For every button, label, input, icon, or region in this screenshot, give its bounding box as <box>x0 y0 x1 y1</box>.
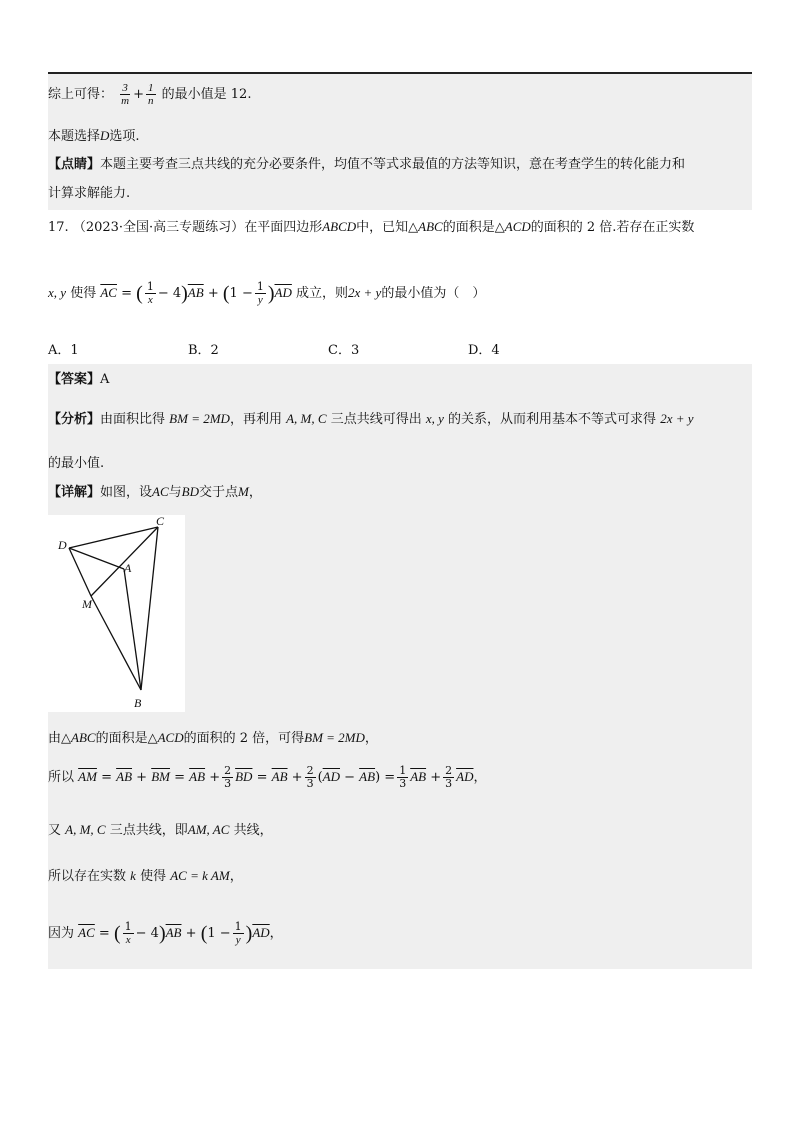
operator: = <box>384 770 396 785</box>
vector: $\overline{AB}$ <box>359 769 376 784</box>
vector: $\overline{AB}$ <box>187 285 204 300</box>
detail-line3: 所以 $\overline{AM} = \overline{AB} + \overline{BM} = \overline{AB}$ + $\frac{2}{3}$ $\overline{BD} = \overline{AB}$ + $\frac{2}{3}$ $(\overline{AD} - \overline{AB})$ = $\frac{1}{3}$ $\overline{AB}$ + $\frac{2}{3}$ $\overline{AD}$， <box>48 764 487 790</box>
option-b[interactable]: B．2 <box>188 343 219 358</box>
answer-tag: 【答案】 <box>48 372 101 387</box>
operator: = <box>101 770 112 785</box>
triangle-symbol: △ <box>61 731 72 746</box>
text: 的最小值是 12. <box>161 87 252 102</box>
vector: $\overline{AB}$ <box>189 769 206 784</box>
operator: + <box>207 286 219 301</box>
math: k <box>130 868 136 883</box>
numerator: 1 <box>146 280 154 293</box>
geometry-figure <box>48 515 185 712</box>
operator: = <box>174 770 186 785</box>
denominator: m <box>121 95 130 107</box>
text: 选项. <box>109 129 140 144</box>
label-c: C <box>156 515 165 528</box>
denominator: y <box>257 294 263 306</box>
paren: ) <box>181 282 188 305</box>
text: ， <box>248 485 262 500</box>
label-b: B <box>134 696 142 710</box>
numerator: 2 <box>445 764 453 777</box>
triangle-symbol: △ <box>494 220 505 235</box>
operator: = <box>98 926 110 941</box>
numerator: 1 <box>148 82 154 94</box>
text: 所以 <box>48 770 75 785</box>
text: 交于点 <box>199 485 239 500</box>
vector: $\overline{BD}$ <box>235 769 253 784</box>
text: ， <box>364 731 378 746</box>
text: ， <box>229 869 243 884</box>
paren: ) <box>375 770 381 785</box>
text: 的关系，从而利用基本不等式可求得 <box>448 412 657 427</box>
numerator: 2 <box>306 764 314 777</box>
math: − 4 <box>135 926 159 941</box>
math: x, y <box>425 411 444 426</box>
label-d: D <box>58 538 67 552</box>
math: AC = k AM <box>170 868 230 883</box>
paren: ) <box>245 922 253 945</box>
fraction <box>233 921 244 946</box>
fraction <box>119 82 131 107</box>
fraction <box>305 765 316 790</box>
vector: $\overline{AD}$ <box>274 285 292 300</box>
vector: $\overline{AM}$ <box>78 769 97 784</box>
text: 因为 <box>48 926 75 941</box>
option-d[interactable]: D．4 <box>468 343 500 358</box>
text: 的面积是 <box>95 731 148 746</box>
numerator: 2 <box>224 764 232 777</box>
triangle-symbol: △ <box>408 220 419 235</box>
prev-conclusion <box>48 82 251 107</box>
segment-cb <box>141 527 158 690</box>
math: ABCD <box>322 219 357 234</box>
math: 1 − <box>207 926 231 941</box>
fraction <box>123 921 134 946</box>
analysis-tag: 【分析】 <box>48 412 101 427</box>
text: 三点共线，即 <box>109 823 188 838</box>
math: ACD <box>157 730 184 745</box>
vector: $\overline{AD}$ <box>456 769 474 784</box>
text: 中，已知 <box>356 220 409 235</box>
vector: $\overline{AC}$ <box>100 285 117 300</box>
fraction <box>443 765 454 790</box>
comment-tag: 【点睛】 <box>48 157 101 172</box>
option-a[interactable]: A．1 <box>48 343 79 358</box>
text: 本题主要考查三点共线的充分必要条件，均值不等式求最值的方法等知识，意在考查学生的转化能力和 <box>100 157 686 172</box>
options-row <box>48 342 752 360</box>
text: 的面积的 2 倍，可得 <box>183 731 305 746</box>
detail-line2 <box>48 729 378 748</box>
math: ABC <box>418 219 443 234</box>
fraction <box>255 281 266 306</box>
prev-choice <box>48 127 140 146</box>
operator: + <box>209 770 221 785</box>
text: 所以存在实数 <box>48 869 127 884</box>
vector: $\overline{AB}$ <box>165 925 182 940</box>
numerator: 1 <box>399 764 407 777</box>
operator: = <box>256 770 268 785</box>
triangle-symbol: △ <box>147 731 158 746</box>
question-number: 17. <box>48 220 69 235</box>
text: 的面积是 <box>442 220 495 235</box>
text: 成立，则 <box>296 286 349 301</box>
text: 综上可得： <box>48 87 114 102</box>
paren: ( <box>317 770 323 785</box>
math: A, M, C <box>286 411 327 426</box>
text: ，再利用 <box>229 412 282 427</box>
math: BM = 2MD <box>304 730 365 745</box>
operator: + <box>185 926 197 941</box>
text: 由面积比得 <box>100 412 166 427</box>
text: 又 <box>48 823 62 838</box>
paren: ( <box>113 922 121 945</box>
detail-line4 <box>48 821 273 840</box>
comma: ， <box>473 770 487 785</box>
text: 由 <box>48 731 62 746</box>
text: 的最小值. <box>48 456 105 471</box>
vector: $\overline{AD}$ <box>322 769 340 784</box>
answer-line <box>48 371 109 389</box>
fraction <box>146 82 156 107</box>
detail-tag: 【详解】 <box>48 485 101 500</box>
math: x, y <box>48 285 67 300</box>
text: 三点共线可得出 <box>330 412 422 427</box>
denominator: x <box>125 934 131 946</box>
denominator: n <box>148 95 154 107</box>
numerator: 1 <box>234 920 242 933</box>
math: BD <box>181 484 200 499</box>
paren: ) <box>267 282 275 305</box>
segment-dc <box>69 527 158 548</box>
detail-line6 <box>48 918 283 949</box>
text: 计算求解能力. <box>48 186 131 201</box>
fraction <box>145 281 156 306</box>
math: M <box>238 484 249 499</box>
math: AM, AC <box>187 822 230 837</box>
choice-letter: D <box>100 128 110 143</box>
text: 如图，设 <box>100 485 153 500</box>
denominator: x <box>147 294 153 306</box>
analysis-line2 <box>48 455 104 473</box>
denominator: y <box>235 934 241 946</box>
option-c[interactable]: C．3 <box>328 343 360 358</box>
math: 2x + y <box>348 285 382 300</box>
text: 共线， <box>233 823 273 838</box>
vector: $\overline{BM}$ <box>151 769 170 784</box>
text: 本题选择 <box>48 129 101 144</box>
text: 在平面四边形 <box>244 220 323 235</box>
fraction <box>397 765 408 790</box>
vector: $\overline{AB}$ <box>410 769 427 784</box>
quadrilateral-diagram <box>48 515 185 712</box>
text: 使得 <box>70 286 97 301</box>
detail-line1 <box>48 483 262 502</box>
question-line1 <box>48 218 694 237</box>
fraction <box>222 765 233 790</box>
math: 1 − <box>229 286 253 301</box>
detail-line5 <box>48 867 243 886</box>
text: 与 <box>168 485 182 500</box>
answer-value: A <box>100 372 110 387</box>
question-line2 <box>48 278 485 309</box>
segment-ab <box>124 569 141 690</box>
math: − 4 <box>157 286 182 301</box>
operator: + <box>430 770 442 785</box>
prev-comment-line1 <box>48 156 685 174</box>
denominator: 3 <box>224 777 232 790</box>
math: ACD <box>504 219 531 234</box>
math: BM = 2MD <box>169 411 230 426</box>
label-a: A <box>124 561 132 575</box>
text: 的面积的 2 倍.若存在正实数 <box>530 220 695 235</box>
math: 2x + y <box>660 411 694 426</box>
label-m: M <box>82 597 92 611</box>
analysis-line1 <box>48 410 694 429</box>
math: A, M, C <box>65 822 106 837</box>
vector: $\overline{AB}$ <box>271 769 288 784</box>
numerator: 1 <box>124 920 132 933</box>
operator: + <box>136 770 148 785</box>
paren: ( <box>222 282 230 305</box>
paren: ) <box>158 922 166 945</box>
text: ， <box>269 926 283 941</box>
numerator: 3 <box>122 82 128 94</box>
vector: $\overline{AB}$ <box>116 769 133 784</box>
denominator: 3 <box>306 777 314 790</box>
operator: + <box>133 87 145 102</box>
segment-mb <box>91 596 141 690</box>
question-source: （2023·全国·高三专题练习） <box>72 220 245 235</box>
math: AC <box>152 484 169 499</box>
numerator: 1 <box>256 280 264 293</box>
denominator: 3 <box>445 777 453 790</box>
denominator: 3 <box>399 777 407 790</box>
prev-comment-line2 <box>48 185 130 203</box>
paren: ( <box>200 922 208 945</box>
math: ABC <box>71 730 96 745</box>
operator: + <box>291 770 303 785</box>
paren: ( <box>136 282 143 305</box>
operator: = <box>121 286 133 301</box>
text: 的最小值为（ ） <box>381 286 486 301</box>
text: 使得 <box>140 869 167 884</box>
vector: $\overline{AC}$ <box>78 925 95 940</box>
vector: $\overline{AD}$ <box>252 925 270 940</box>
